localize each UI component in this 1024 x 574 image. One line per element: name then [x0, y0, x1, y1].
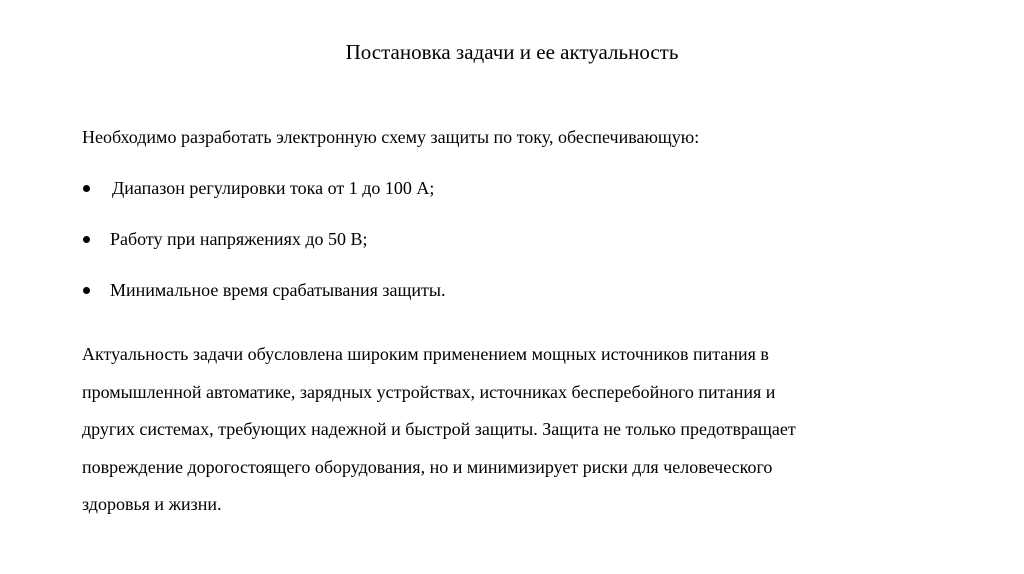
paragraph-line: других системах, требующих надежной и быстрой защиты. Защита не только предотвращает [82, 419, 796, 439]
bullet-dot-icon [83, 287, 90, 294]
bullet-text: Диапазон регулировки тока от 1 до 100 А; [112, 178, 435, 198]
paragraph-line: Актуальность задачи обусловлена широким применением мощных источников питания в [82, 344, 769, 364]
paragraph-line: здоровья и жизни. [82, 494, 222, 514]
bullet-dot-icon [83, 185, 90, 192]
slide-title: Постановка задачи и ее актуальность [345, 40, 679, 64]
bullet-dot-icon [83, 236, 90, 243]
paragraph-line: промышленной автоматике, зарядных устройствах, источниках бесперебойного питания и [82, 381, 776, 402]
relevance-paragraph [82, 336, 952, 524]
intro-text: Необходимо разработать электронную схему защиты по току, обеспечивающую: [82, 127, 700, 147]
bullet-text: Минимальное время срабатывания защиты. [110, 280, 446, 300]
bullet-text: Работу при напряжениях до 50 В; [110, 229, 368, 249]
paragraph-line: повреждение дорогостоящего оборудования, но и минимизирует риски для человеческого [82, 456, 773, 477]
